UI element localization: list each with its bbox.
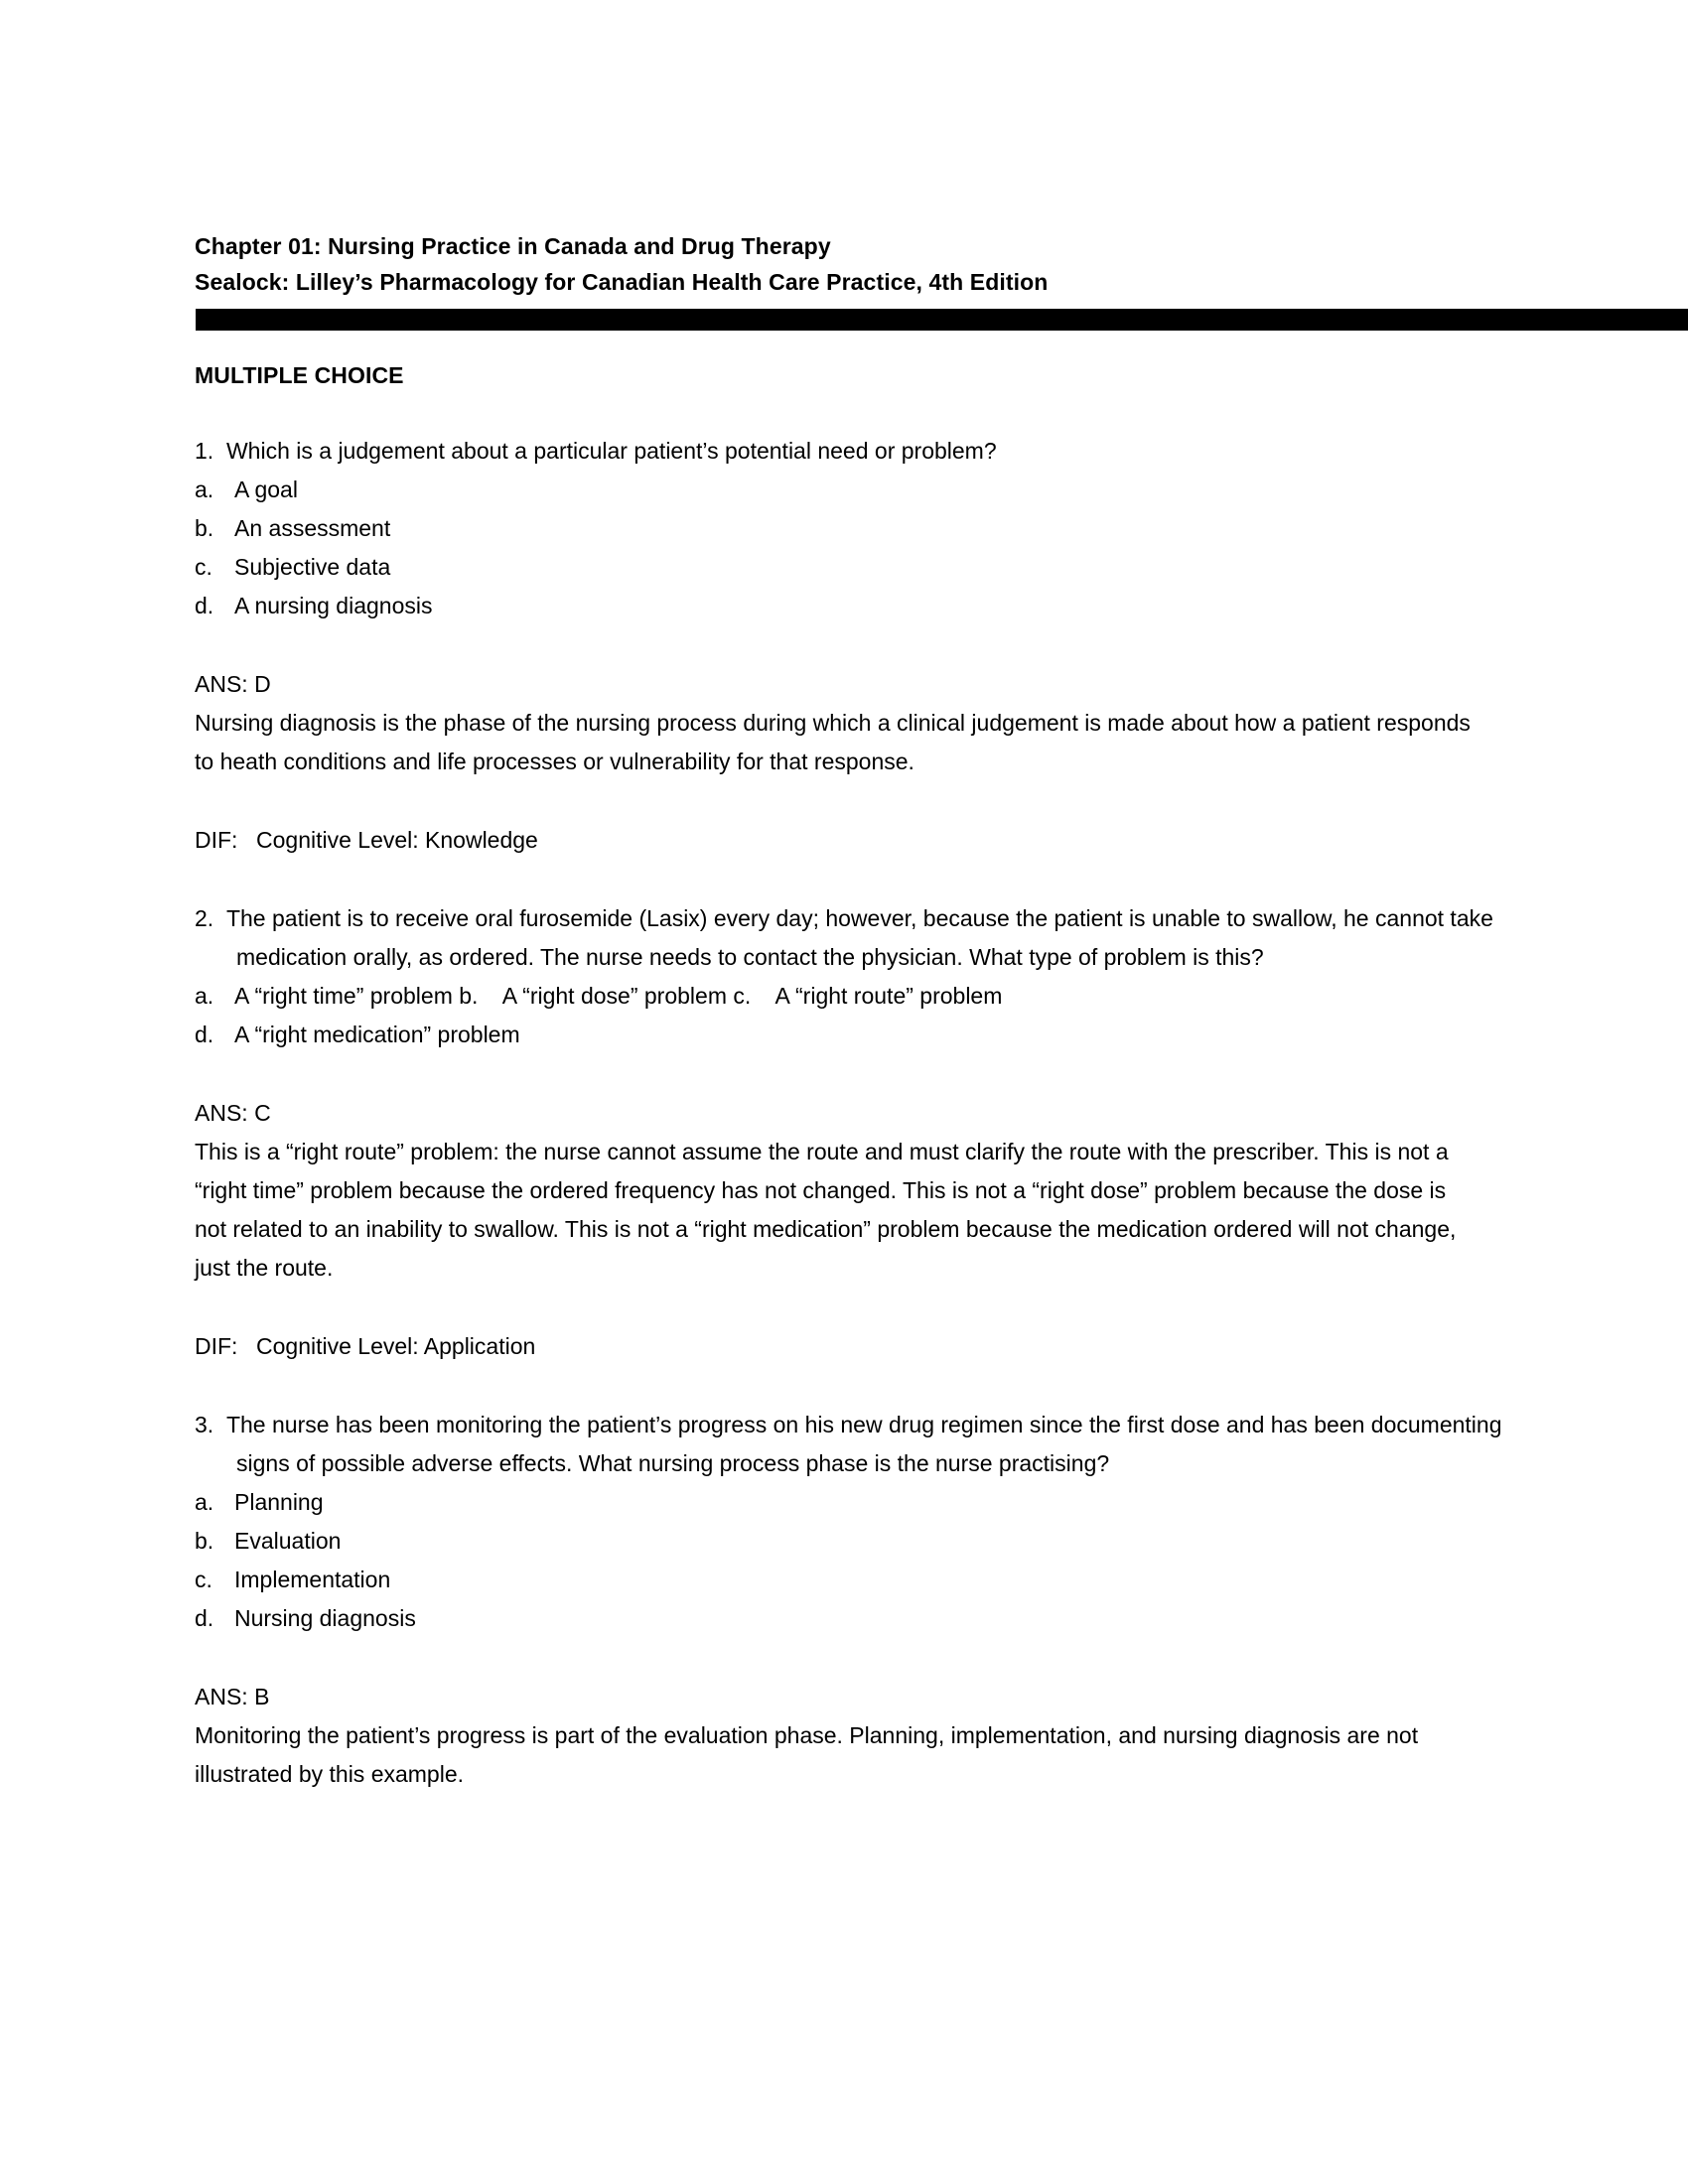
question-1-option-a[interactable] — [195, 471, 1476, 509]
option-label: Planning — [234, 1489, 324, 1515]
question-1-option-b[interactable] — [195, 509, 1476, 548]
question-1-option-c[interactable] — [195, 548, 1476, 587]
option-marker: d. — [195, 593, 214, 618]
chapter-title: Chapter 01: Nursing Practice in Canada and Drug Therapy — [195, 233, 831, 259]
option-marker: c. — [195, 554, 212, 580]
question-3-text: The nurse has been monitoring the patient’s progress on his new drug regimen since the first dose and has been documenting signs of possible adverse effects. What nursing process phase is the nurse practising? — [225, 1412, 1502, 1476]
option-label: A “right medication” problem — [234, 1022, 520, 1047]
question-1-rationale: Nursing diagnosis is the phase of the nursing process during which a clinical judgement is made about how a patient responds to heath conditions and life processes or vulnerability for that response. — [195, 710, 1471, 774]
dif-label: DIF: — [195, 827, 238, 853]
option-marker: d. — [195, 1605, 214, 1631]
question-1-option-d[interactable] — [195, 587, 1476, 625]
option-marker: c. — [195, 1567, 212, 1592]
spacer — [195, 392, 1470, 432]
question-2 — [195, 899, 1493, 1366]
question-3-number: 3. — [195, 1412, 214, 1437]
option-label: Implementation — [234, 1567, 391, 1592]
document-header — [195, 228, 1470, 300]
question-1-stem — [195, 432, 1517, 471]
option-label: A goal — [234, 477, 298, 502]
question-1-answer: ANS: D — [195, 671, 271, 697]
spacer — [195, 625, 1470, 665]
question-1-text: Which is a judgement about a particular patient’s potential need or problem? — [225, 438, 997, 464]
spacer — [195, 781, 1470, 821]
option-label: Subjective data — [234, 554, 391, 580]
spacer — [195, 1288, 1470, 1327]
question-3-option-b[interactable] — [195, 1522, 1476, 1561]
dif-value: Cognitive Level: Knowledge — [256, 827, 538, 853]
question-3 — [195, 1406, 1502, 1794]
option-label: Nursing diagnosis — [234, 1605, 416, 1631]
question-2-text: The patient is to receive oral furosemide (Lasix) every day; however, because the patient is unable to swallow, he cannot take medication orally, as ordered. The nurse needs to contact the physician. What type of problem is this? — [225, 905, 1493, 970]
spacer — [195, 1366, 1470, 1406]
book-title: Sealock: Lilley’s Pharmacology for Canadian Health Care Practice, 4th Edition — [195, 269, 1049, 295]
question-2-answer: ANS: C — [195, 1100, 271, 1126]
question-3-answer: ANS: B — [195, 1684, 270, 1709]
header-divider-bar — [196, 309, 1688, 331]
question-1 — [195, 432, 1470, 860]
section-heading-multiple-choice: MULTIPLE CHOICE — [195, 362, 404, 388]
question-3-rationale: Monitoring the patient’s progress is part of the evaluation phase. Planning, implementation, and nursing diagnosis are not — [195, 1722, 1419, 1748]
question-3-option-a[interactable] — [195, 1483, 1476, 1522]
option-label: An assessment — [234, 515, 391, 541]
question-2-rationale: This is a “right route” problem: the nurse cannot assume the route and must clarify the route with the prescriber. This is not a “right time” problem because the ordered frequency has not changed. This is not a “right dose” problem because the dose is not related to an inability to swallow. This is not a “right medication” problem because the medication ordered will not change, just the route. — [195, 1139, 1457, 1281]
question-1-dif — [195, 821, 1470, 860]
question-3-option-c[interactable] — [195, 1561, 1476, 1599]
option-marker: a. — [195, 1489, 214, 1515]
question-3-stem — [195, 1406, 1517, 1483]
dif-value: Cognitive Level: Application — [256, 1333, 536, 1359]
option-marker: b. — [195, 515, 214, 541]
option-label: A “right time” problem b. A “right dose” problem c. A “right route” problem — [234, 983, 1003, 1009]
dif-label: DIF: — [195, 1333, 238, 1359]
option-label: Evaluation — [234, 1528, 342, 1554]
question-1-number: 1. — [195, 438, 214, 464]
spacer — [195, 1638, 1470, 1678]
option-marker: d. — [195, 1022, 214, 1047]
option-marker: a. — [195, 477, 214, 502]
question-2-number: 2. — [195, 905, 214, 931]
question-3-rationale-continued: illustrated by this example. — [195, 1761, 465, 1787]
question-3-option-d[interactable] — [195, 1599, 1476, 1638]
question-2-dif — [195, 1327, 1470, 1366]
option-marker: b. — [195, 1528, 214, 1554]
spacer — [195, 860, 1470, 899]
spacer — [195, 1054, 1470, 1094]
question-2-option-abc[interactable] — [195, 977, 1476, 1016]
option-label: A nursing diagnosis — [234, 593, 433, 618]
option-marker: a. — [195, 983, 214, 1009]
question-2-stem — [195, 899, 1517, 977]
question-2-option-d[interactable] — [195, 1016, 1476, 1054]
